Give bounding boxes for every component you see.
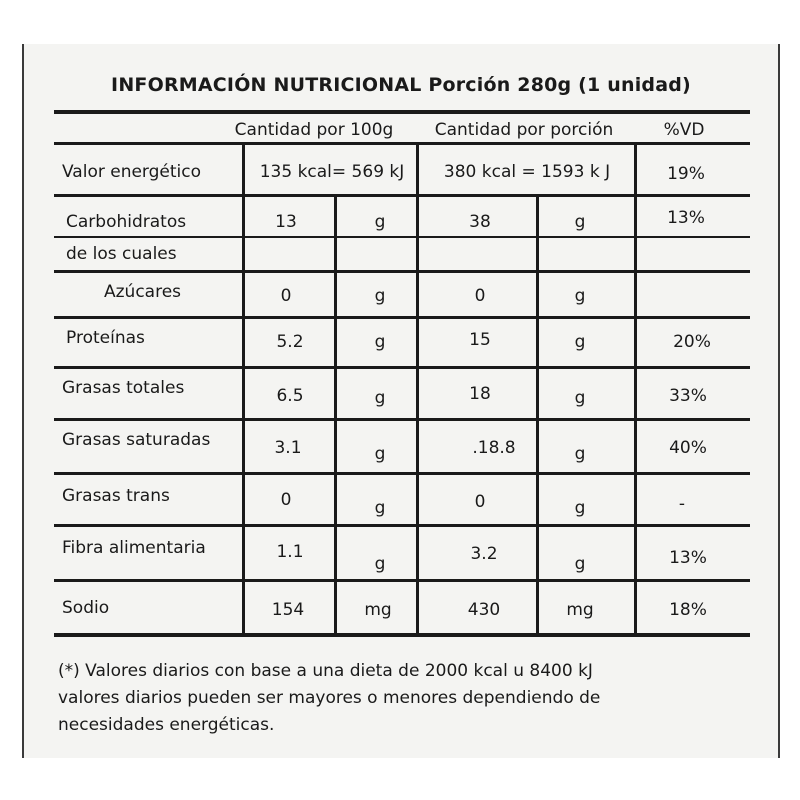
header-per-portion: Cantidad por porción — [434, 120, 614, 140]
energy-per-portion: 380 kcal = 1593 k J — [443, 162, 611, 182]
row-unit-100g: mg — [364, 600, 392, 620]
row-qty-100g: 1.1 — [276, 542, 304, 562]
nutrition-label — [22, 44, 780, 758]
row-unit-portion: g — [574, 212, 586, 232]
rule — [54, 472, 750, 475]
row-qty-portion: 0 — [474, 492, 486, 512]
row-qty-portion: 18 — [469, 384, 491, 404]
row-label: Carbohidratos — [66, 212, 187, 232]
col-divider — [334, 194, 337, 634]
footnote — [58, 658, 758, 739]
row-unit-portion: g — [574, 286, 586, 306]
row-vd: 13% — [669, 548, 707, 568]
rule — [54, 418, 750, 421]
row-qty-portion: 430 — [467, 600, 501, 620]
row-qty-100g: 154 — [271, 600, 305, 620]
row-unit-100g: g — [374, 498, 386, 518]
rule — [54, 579, 750, 582]
row-qty-100g: 0 — [280, 286, 292, 306]
row-unit-portion: g — [574, 388, 586, 408]
row-vd: - — [678, 494, 686, 514]
footnote-line: necesidades energéticas. — [58, 715, 275, 735]
row-unit-portion: g — [574, 332, 586, 352]
row-qty-portion: 3.2 — [470, 544, 498, 564]
rule — [54, 142, 750, 145]
row-unit-100g: g — [374, 286, 386, 306]
row-vd: 40% — [669, 438, 707, 458]
label-title: INFORMACIÓN NUTRICIONAL Porción 280g (1 unidad) — [111, 74, 691, 96]
header-per-100g: Cantidad por 100g — [234, 120, 394, 140]
row-label: Azúcares — [104, 282, 182, 302]
row-unit-portion: g — [574, 498, 586, 518]
col-divider — [242, 142, 245, 634]
rule — [54, 194, 750, 197]
energy-per-100g: 135 kcal= 569 kJ — [259, 162, 405, 182]
row-label: Sodio — [62, 598, 110, 618]
row-label: de los cuales — [66, 244, 177, 264]
rule — [54, 524, 750, 527]
rule — [54, 236, 750, 238]
row-qty-100g: 6.5 — [276, 386, 304, 406]
rule-top — [54, 110, 750, 114]
rule — [54, 316, 750, 319]
header-vd: %VD — [663, 120, 705, 140]
row-label: Proteínas — [66, 328, 145, 348]
row-unit-portion: g — [574, 444, 586, 464]
row-unit-100g: g — [374, 388, 386, 408]
row-qty-portion: 0 — [474, 286, 486, 306]
rule — [54, 366, 750, 369]
row-vd: 20% — [673, 332, 711, 352]
col-divider — [634, 142, 637, 634]
row-qty-portion: 15 — [469, 330, 491, 350]
energy-label: Valor energético — [62, 162, 202, 182]
energy-vd: 19% — [667, 164, 705, 184]
row-qty-100g: 5.2 — [276, 332, 304, 352]
row-qty-100g: 0 — [280, 490, 292, 510]
row-qty-100g: 3.1 — [274, 438, 302, 458]
row-unit-100g: g — [374, 554, 386, 574]
row-qty-portion: 38 — [469, 212, 491, 232]
row-label: Fibra alimentaria — [62, 538, 206, 558]
row-label: Grasas totales — [62, 378, 185, 398]
rule — [54, 270, 750, 273]
row-unit-portion: g — [574, 554, 586, 574]
row-unit-portion: mg — [566, 600, 594, 620]
row-label: Grasas saturadas — [62, 430, 211, 450]
row-unit-100g: g — [374, 332, 386, 352]
row-label: Grasas trans — [62, 486, 170, 506]
rule-bottom — [54, 633, 750, 637]
row-qty-portion: .18.8 — [472, 438, 516, 458]
row-vd: 13% — [667, 208, 705, 228]
footnote-line: valores diarios pueden ser mayores o menores dependiendo de — [58, 688, 601, 708]
row-unit-100g: g — [374, 212, 386, 232]
row-qty-100g: 13 — [275, 212, 297, 232]
col-divider — [536, 194, 539, 634]
footnote-line: (*) Valores diarios con base a una dieta de 2000 kcal u 8400 kJ — [58, 661, 593, 681]
row-unit-100g: g — [374, 444, 386, 464]
row-vd: 33% — [669, 386, 707, 406]
row-vd: 18% — [669, 600, 707, 620]
col-divider — [416, 142, 419, 634]
